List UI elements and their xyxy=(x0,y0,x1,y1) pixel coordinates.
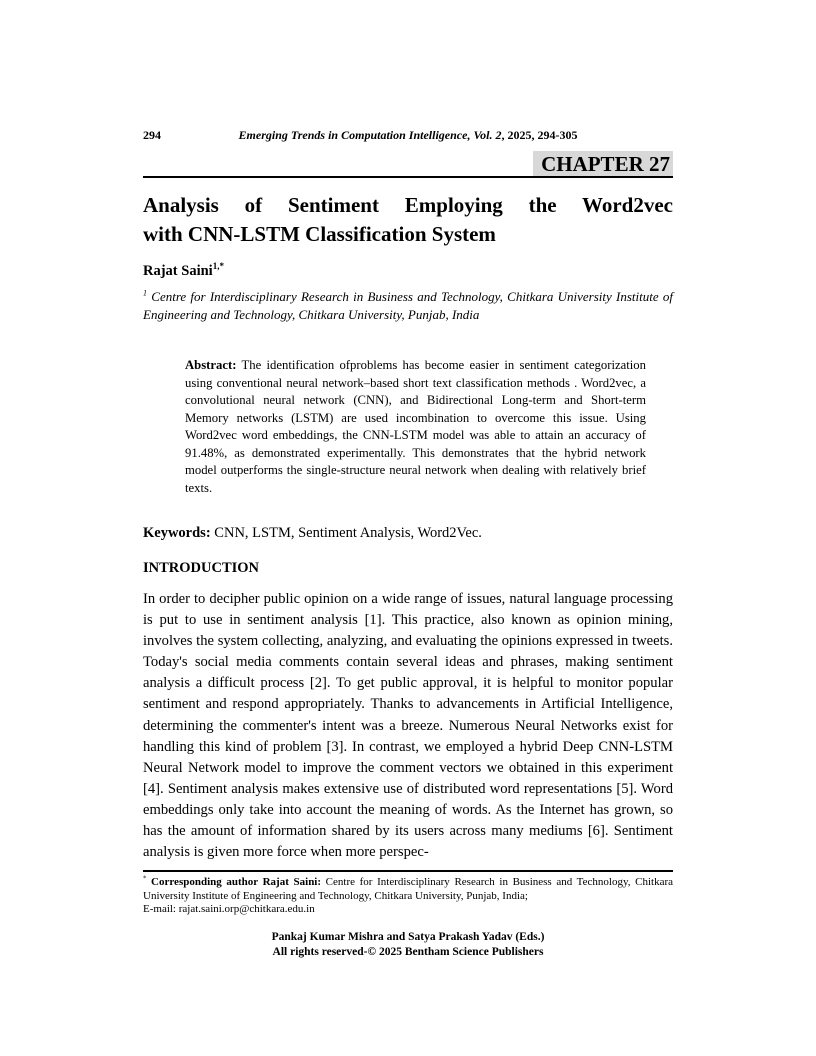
running-header xyxy=(143,128,673,142)
keywords-text: CNN, LSTM, Sentiment Analysis, Word2Vec. xyxy=(210,525,482,541)
footnote-separator xyxy=(143,870,673,872)
keywords xyxy=(143,524,673,542)
journal-title: Emerging Trends in Computation Intelligence, Vol. 2 xyxy=(238,128,502,142)
abstract-label: Abstract: xyxy=(185,358,237,372)
abstract-text: The identification ofproblems has become easier in sentiment categorization using conventional neural network–based short text classification methods . Word2vec, a convolutional neural network (CNN), and Bidirectional Long-term and Short-term Memory networks (LSTM) are used incombination to overcome this issue. Using Word2vec word embeddings, the CNN-LSTM model was able to attain an accuracy of 91.48%, as demonstrated experimentally. This demonstrates that the hybrid network model outperforms the single-structure neural network when dealing with relatively brief texts. xyxy=(185,358,646,495)
author-superscript: 1,* xyxy=(212,261,224,272)
abstract xyxy=(185,357,646,497)
section-heading-introduction: INTRODUCTION xyxy=(143,560,260,576)
footnote-text: Centre for Interdisciplinary Research in Business and Technology, Chitkara University Institute of Engineering and Technology, Chitkara University, Punjab, India; xyxy=(143,876,673,902)
affiliation xyxy=(143,288,673,324)
chapter-title-line2: with CNN-LSTM Classification System xyxy=(143,222,496,246)
journal-volume-info: , 2025, 294-305 xyxy=(501,128,578,142)
corresponding-author-footnote xyxy=(143,876,673,903)
journal-reference xyxy=(233,128,583,142)
footnote-email-line: E-mail: rajat.saini.orp@chitkara.edu.in xyxy=(143,903,315,916)
chapter-label: CHAPTER 27 xyxy=(533,151,673,176)
publisher-footer xyxy=(143,930,673,959)
page-content xyxy=(143,128,673,959)
chapter-banner-row xyxy=(143,151,673,178)
affiliation-superscript: 1 xyxy=(143,288,148,298)
editors-line: Pankaj Kumar Mishra and Satya Prakash Yadav (Eds.) xyxy=(271,931,545,943)
keywords-label: Keywords: xyxy=(143,525,211,541)
affiliation-text: Centre for Interdisciplinary Research in Business and Technology, Chitkara University Institute of Engineering and Technology, Chitkara University, Punjab, India xyxy=(143,289,673,322)
author-line xyxy=(143,262,673,280)
copyright-line: All rights reserved-© 2025 Bentham Science Publishers xyxy=(272,945,544,958)
chapter-title-line1: Analysis of Sentiment Employing the Word2vec xyxy=(143,193,673,217)
footnote-marker: * xyxy=(143,875,147,883)
chapter-title xyxy=(143,191,673,249)
page-number: 294 xyxy=(143,128,161,142)
footnote-label: Corresponding author Rajat Saini: xyxy=(146,876,322,889)
author-name: Rajat Saini xyxy=(143,263,213,279)
body-paragraph: In order to decipher public opinion on a wide range of issues, natural language processing is put to use in sentiment analysis [1]. This practice, also known as opinion mining, involves the system collecting, analyzing, and evaluating the opinions expressed in tweets. Today's social media comments contain several ideas and phrases, making sentiment analysis a difficult process [2]. To get public approval, it is helpful to monitor popular sentiment and respond appropriately. Thanks to advancements in Artificial Intelligence, determining the commenter's intent was a breeze. Numerous Neural Networks exist for handling this kind of problem [3]. In contrast, we employed a hybrid Deep CNN-LSTM Neural Network model to improve the comment vectors we obtained in this experiment [4]. Sentiment analysis makes extensive use of distributed word representations [5]. Word embeddings only take into account the meaning of words. As the Internet has grown, so has the amount of information shared by its users across many mediums [6]. Sentiment analysis is given more force when more perspec- xyxy=(143,591,673,861)
